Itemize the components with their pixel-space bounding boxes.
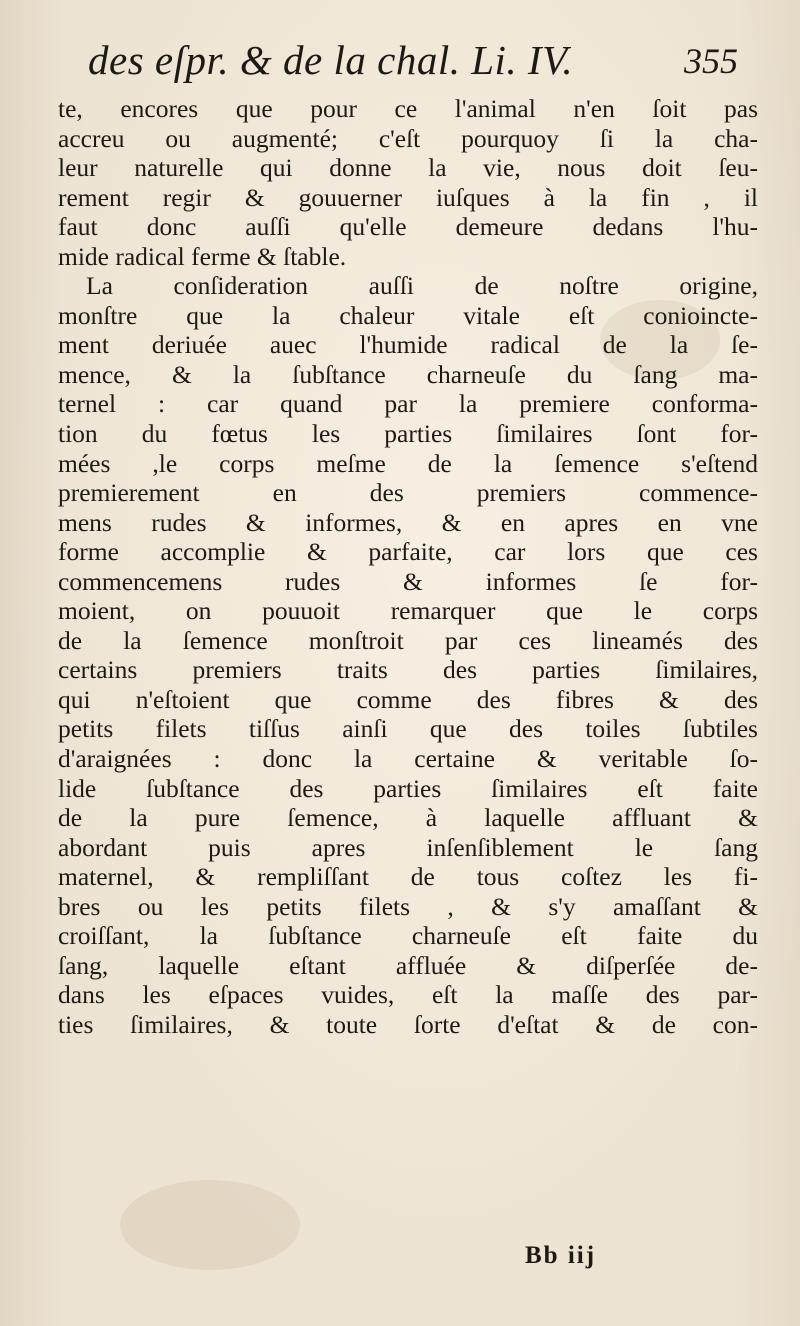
text-line: mens rudes & informes, & en apres en vne bbox=[58, 507, 758, 537]
running-head-title: des eſpr. & de la chal. Li. IV. bbox=[88, 37, 574, 83]
text-line: commencemens rudes & informes ſe for- bbox=[58, 566, 758, 596]
text-line: accreu ou augmenté; c'eſt pourquoy ſi la cha- bbox=[58, 123, 758, 153]
text-line: ment deriuée auec l'humide radical de la ſe- bbox=[58, 330, 758, 360]
text-line: maternel, & rempliſſant de tous coſtez les fi- bbox=[58, 862, 758, 892]
text-line: ſang, laquelle eſtant affluée & diſperſée de- bbox=[58, 950, 758, 980]
text-line: tion du fœtus les parties ſimilaires ſont for- bbox=[58, 419, 758, 449]
body-text bbox=[58, 94, 758, 1040]
signature-mark: Bb iij bbox=[525, 1242, 597, 1269]
text-line: ties ſimilaires, & toute ſorte d'eſtat & de con- bbox=[58, 1009, 758, 1039]
text-line: bres ou les petits filets , & s'y amaſſant & bbox=[58, 891, 758, 921]
text-line: leur naturelle qui donne la vie, nous doit ſeu- bbox=[58, 153, 758, 183]
text-line: lide ſubſtance des parties ſimilaires eſt faite bbox=[58, 773, 758, 803]
text-line: croiſſant, la ſubſtance charneuſe eſt faite du bbox=[58, 921, 758, 951]
text-line: faut donc auſſi qu'elle demeure dedans l'hu- bbox=[58, 212, 758, 242]
text-line: mées ,le corps meſme de la ſemence s'eſtend bbox=[58, 448, 758, 478]
running-head bbox=[88, 36, 738, 92]
text-line: de la pure ſemence, à laquelle affluant & bbox=[58, 803, 758, 833]
text-line: dans les eſpaces vuides, eſt la maſſe des par- bbox=[58, 980, 758, 1010]
text-line: de la ſemence monſtroit par ces lineamés des bbox=[58, 625, 758, 655]
text-line: petits filets tiſſus ainſi que des toiles ſubtiles bbox=[58, 714, 758, 744]
text-line: monſtre que la chaleur vitale eſt conioincte- bbox=[58, 300, 758, 330]
text-line: d'araignées : donc la certaine & veritable ſo- bbox=[58, 744, 758, 774]
text-line: mence, & la ſubſtance charneuſe du ſang ma- bbox=[58, 359, 758, 389]
text-line: mide radical ferme & ſtable. bbox=[58, 241, 347, 271]
text-line: te, encores que pour ce l'animal n'en ſoit pas bbox=[58, 94, 758, 123]
paper-stain bbox=[120, 1180, 300, 1270]
text-line: rement regir & gouuerner iuſques à la fin , il bbox=[58, 182, 758, 212]
text-line: premierement en des premiers commence- bbox=[58, 478, 758, 508]
text-line: certains premiers traits des parties ſimilaires, bbox=[58, 655, 758, 685]
text-line: forme accomplie & parfaite, car lors que ces bbox=[58, 537, 758, 567]
text-line: moient, on pouuoit remarquer que le corps bbox=[58, 596, 758, 626]
text-line: La conſideration auſſi de noſtre origine, bbox=[86, 271, 758, 301]
text-line: qui n'eſtoient que comme des fibres & des bbox=[58, 684, 758, 714]
page-number: 355 bbox=[684, 41, 738, 81]
text-line: ternel : car quand par la premiere conforma- bbox=[58, 389, 758, 419]
text-line: abordant puis apres inſenſiblement le ſang bbox=[58, 832, 758, 862]
